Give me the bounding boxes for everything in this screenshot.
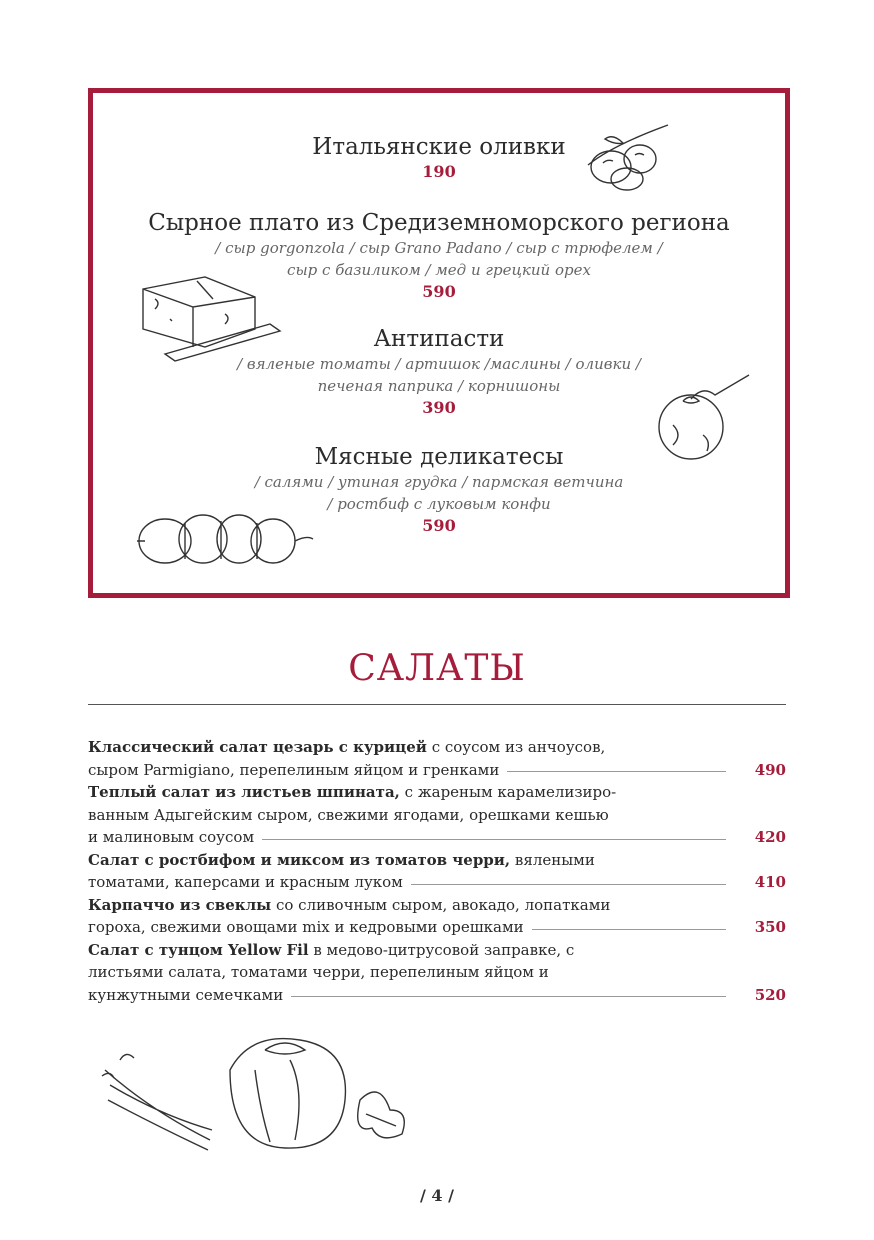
salad-list [88,736,786,1006]
item-desc: / вяленые томаты / артишок /маслины / оливки / [237,355,641,373]
item-desc: / салями / утиная грудка / пармская ветчина [254,473,624,491]
vegetables-sketch-icon [100,1030,430,1170]
item-price: 520 [754,985,786,1004]
item-price: 490 [754,760,786,779]
list-item: Карпаччо из свеклы со сливочным сыром, авокадо, лопатками гороха, свежими овощами mix и кедровыми орешками 350 [88,894,786,939]
item-desc: / сыр gorgonzola / сыр Grano Padano / сыр с трюфелем / [215,239,663,257]
item-price: 410 [754,873,786,891]
page-number: / 4 / [420,1186,454,1205]
item-price: 350 [754,918,786,936]
antipasti-frame [88,88,790,598]
section-title: САЛАТЫ [348,648,526,689]
item-desc: / ростбиф с луковым конфи [327,495,551,513]
item-title: Мясные деликатесы [314,444,564,470]
cheese-sketch-icon [135,269,285,364]
list-item: Классический салат цезарь с курицей с соусом из анчоусов, сыром Parmigiano, перепелиным яйцом и гренками 490 [88,736,786,781]
item-title: Сырное плато из Средиземноморского региона [148,210,730,236]
section-divider [88,704,786,705]
item-price: 390 [422,398,456,417]
item-title: Антипасти [373,326,505,352]
sausage-sketch-icon [135,503,315,573]
list-item: Салат с ростбифом и миксом из томатов черри, вялеными томатами, каперсами и красным луком 410 [88,849,786,894]
item-price: 590 [422,282,456,301]
menu-item-olives [93,133,785,183]
olives-sketch-icon [583,115,673,195]
item-price: 590 [422,516,456,535]
item-desc: сыр с базиликом / мед и грецкий орех [287,261,591,279]
item-desc: печеная паприка / корнишоны [317,377,561,395]
list-item: Теплый салат из листьев шпината, с жареным карамелизиро- ванным Адыгейским сыром, свежими ягодами, орешками кешью и малиновым соусом 420 [88,781,786,849]
tomato-sketch-icon [653,365,753,475]
item-price: 420 [754,828,786,846]
item-price: 190 [422,162,456,181]
item-title: Итальянские оливки [312,134,566,160]
list-item: Салат с тунцом Yellow Fil в медово-цитрусовой заправке, с листьями салата, томатами черри, перепелиным яйцом и кунжутными семечками 520 [88,939,786,1007]
